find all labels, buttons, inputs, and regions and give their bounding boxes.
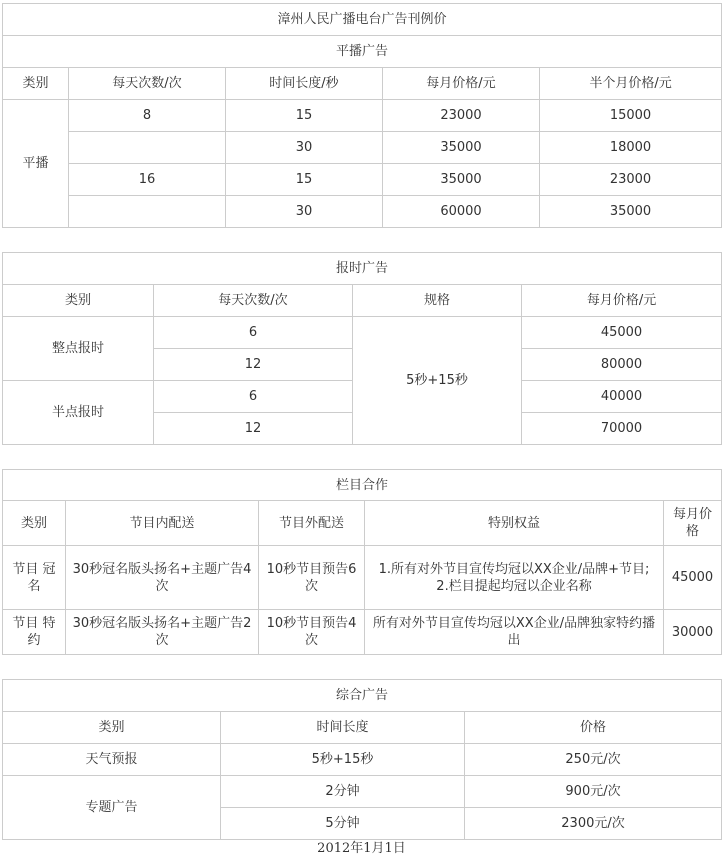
category-cell: 半点报时 — [3, 381, 154, 445]
section-title-row — [3, 253, 722, 285]
header-cell: 类别 — [3, 68, 69, 100]
benefit-line: 所有对外节目宣传均冠以XX企业/品牌独家特约播出 — [372, 616, 656, 648]
table-row — [3, 164, 722, 196]
benefits-cell — [365, 610, 664, 655]
zong-he-table — [2, 679, 722, 840]
duration-cell: 15 — [226, 100, 383, 132]
table-row — [3, 317, 722, 349]
main-title: 漳州人民广播电台广告刊例价 — [3, 4, 722, 36]
section-title-row — [3, 470, 722, 501]
header-cell: 时间长度 — [221, 712, 465, 744]
section-title: 平播广告 — [3, 36, 722, 68]
table-row — [3, 196, 722, 228]
section-title: 综合广告 — [3, 680, 722, 712]
category-cell: 整点报时 — [3, 317, 154, 381]
count-cell: 6 — [154, 317, 353, 349]
category-cell: 天气预报 — [3, 744, 221, 776]
category-cell: 平播 — [3, 100, 69, 228]
half-month-price-cell: 23000 — [540, 164, 722, 196]
count-cell: 12 — [154, 349, 353, 381]
monthly-price-cell: 35000 — [383, 164, 540, 196]
header-cell: 规格 — [353, 285, 522, 317]
monthly-price-cell: 45000 — [664, 546, 722, 610]
category-cell: 节目 特约 — [3, 610, 66, 655]
inside-cell: 30秒冠名版头扬名+主题广告4次 — [66, 546, 259, 610]
header-cell: 类别 — [3, 712, 221, 744]
header-cell: 价格 — [465, 712, 722, 744]
table-row — [3, 100, 722, 132]
duration-cell: 30 — [226, 132, 383, 164]
price-cell: 250元/次 — [465, 744, 722, 776]
count-cell: 16 — [69, 164, 226, 196]
main-title-row — [3, 4, 722, 36]
section-title: 栏目合作 — [3, 470, 722, 501]
monthly-price-cell: 70000 — [522, 413, 722, 445]
header-cell: 半个月价格/元 — [540, 68, 722, 100]
header-cell: 特别权益 — [365, 501, 664, 546]
inside-cell: 30秒冠名版头扬名+主题广告2次 — [66, 610, 259, 655]
monthly-price-cell: 30000 — [664, 610, 722, 655]
header-cell: 每月价格 — [664, 501, 722, 546]
count-cell — [69, 132, 226, 164]
header-cell: 每月价格/元 — [522, 285, 722, 317]
half-month-price-cell: 35000 — [540, 196, 722, 228]
header-row — [3, 68, 722, 100]
header-row — [3, 712, 722, 744]
spec-cell: 5秒+15秒 — [353, 317, 522, 445]
category-cell: 节目 冠名 — [3, 546, 66, 610]
section-title: 报时广告 — [3, 253, 722, 285]
lan-mu-table — [2, 469, 722, 655]
benefit-line: 1.所有对外节目宣传均冠以XX企业/品牌+节目; — [378, 561, 650, 577]
count-cell: 8 — [69, 100, 226, 132]
duration-cell: 30 — [226, 196, 383, 228]
table-row — [3, 546, 722, 610]
header-row — [3, 501, 722, 546]
count-cell: 6 — [154, 381, 353, 413]
header-cell: 节目外配送 — [259, 501, 365, 546]
header-cell: 时间长度/秒 — [226, 68, 383, 100]
header-cell: 类别 — [3, 501, 66, 546]
header-cell: 节目内配送 — [66, 501, 259, 546]
duration-cell: 5分钟 — [221, 808, 465, 840]
table-row — [3, 610, 722, 655]
half-month-price-cell: 18000 — [540, 132, 722, 164]
price-cell: 2300元/次 — [465, 808, 722, 840]
header-cell: 每月价格/元 — [383, 68, 540, 100]
monthly-price-cell: 23000 — [383, 100, 540, 132]
bao-shi-table — [2, 252, 722, 445]
header-cell: 每天次数/次 — [69, 68, 226, 100]
header-row — [3, 285, 722, 317]
section-title-row — [3, 680, 722, 712]
duration-cell: 2分钟 — [221, 776, 465, 808]
benefits-cell — [365, 546, 664, 610]
outside-cell: 10秒节目预告6次 — [259, 546, 365, 610]
duration-cell: 5秒+15秒 — [221, 744, 465, 776]
benefit-line: 2.栏目提起均冠以企业名称 — [436, 578, 592, 594]
footer-date: 2012年1月1日 — [317, 841, 406, 856]
header-cell: 类别 — [3, 285, 154, 317]
section-title-row — [3, 36, 722, 68]
duration-cell: 15 — [226, 164, 383, 196]
table-row — [3, 776, 722, 808]
monthly-price-cell: 60000 — [383, 196, 540, 228]
category-cell: 专题广告 — [3, 776, 221, 840]
ping-bo-table — [2, 3, 722, 228]
outside-cell: 10秒节目预告4次 — [259, 610, 365, 655]
count-cell — [69, 196, 226, 228]
monthly-price-cell: 45000 — [522, 317, 722, 349]
table-row — [3, 132, 722, 164]
monthly-price-cell: 35000 — [383, 132, 540, 164]
monthly-price-cell: 40000 — [522, 381, 722, 413]
count-cell: 12 — [154, 413, 353, 445]
header-cell: 每天次数/次 — [154, 285, 353, 317]
table-row — [3, 744, 722, 776]
monthly-price-cell: 80000 — [522, 349, 722, 381]
half-month-price-cell: 15000 — [540, 100, 722, 132]
price-cell: 900元/次 — [465, 776, 722, 808]
